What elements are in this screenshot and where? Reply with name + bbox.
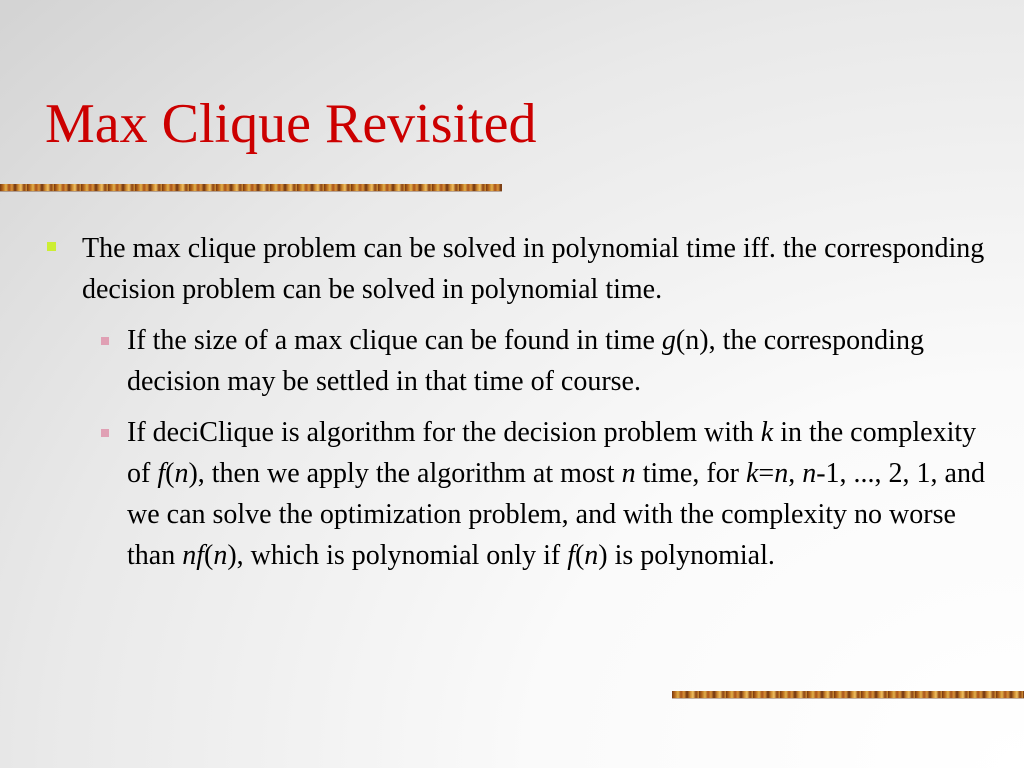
bullet-level1 xyxy=(45,228,995,310)
footer-divider xyxy=(672,691,1024,698)
bullet-text: If deciClique is algorithm for the decision problem with k in the complexity of f(n), then we apply the algorithm at most n time, for k=n, n-1, ..., 2, 1, and we can solve the optimization problem, and with the complexity no worse than nf(n), which is polynomial only if f(n) is polynomial. xyxy=(127,417,985,571)
square-bullet-icon xyxy=(101,429,109,437)
bullet-level2 xyxy=(127,412,995,576)
square-bullet-icon xyxy=(47,242,56,251)
bullet-level2 xyxy=(127,320,995,402)
title-divider xyxy=(0,184,502,191)
bullet-text: If the size of a max clique can be found in time g(n), the corresponding decision may be settled in that time of course. xyxy=(127,325,924,397)
square-bullet-icon xyxy=(101,337,109,345)
bullet-text: The max clique problem can be solved in polynomial time iff. the corresponding decision problem can be solved in polynomial time. xyxy=(82,233,985,305)
slide-body xyxy=(45,228,995,586)
slide-title: Max Clique Revisited xyxy=(45,93,537,155)
